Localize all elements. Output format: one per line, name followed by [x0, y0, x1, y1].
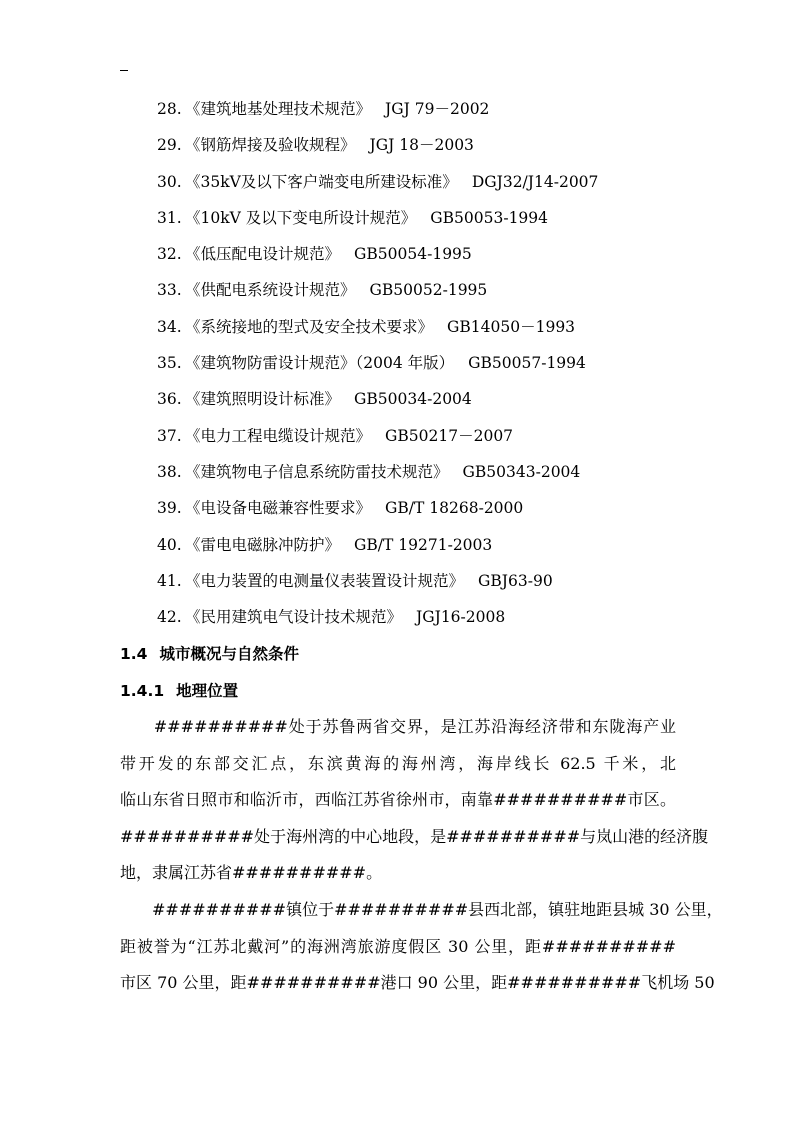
- reference-item: [157, 239, 598, 275]
- corner-mark: [120, 70, 128, 71]
- reference-list: [157, 94, 598, 638]
- reference-code: GBJ63-90: [478, 571, 553, 590]
- reference-code: GB50217－2007: [385, 426, 514, 445]
- reference-code: GB50343-2004: [462, 462, 581, 481]
- paragraph-line: ##########处于海州湾的中心地段，是##########与岚山港的经济腹: [120, 826, 709, 846]
- subsection-heading: [120, 679, 238, 701]
- reference-item: [157, 94, 598, 130]
- paragraph-line: ##########处于苏鲁两省交界，是江苏沿海经济带和东陇海产业: [120, 717, 676, 736]
- reference-code: JGJ16-2008: [416, 608, 506, 627]
- reference-item: [157, 348, 598, 384]
- reference-number: 32.: [157, 245, 182, 264]
- reference-code: GB14050－1993: [447, 317, 576, 336]
- paragraph-line: 距被誉为“江苏北戴河”的海洲湾旅游度假区 30 公里，距##########: [120, 936, 676, 956]
- reference-title: 《系统接地的型式及安全技术要求》: [185, 317, 434, 336]
- reference-code: GB50054-1995: [354, 245, 472, 264]
- reference-title: 《钢筋焊接及验收规程》: [185, 136, 356, 155]
- paragraph-line: ##########镇位于##########县西北部，镇驻地距县城 30 公里，: [120, 900, 723, 919]
- reference-title: 《10kV 及以下变电所设计规范》: [185, 208, 417, 227]
- reference-title: 《电力装置的电测量仪表装置设计规范》: [185, 571, 465, 590]
- reference-number: 39.: [157, 499, 182, 518]
- paragraph-line: 临山东省日照市和临沂市，西临江苏省徐州市，南靠##########市区。: [120, 790, 676, 809]
- section-number: 1.4: [120, 645, 148, 663]
- reference-item: [157, 566, 598, 602]
- reference-code: JGJ 79－2002: [385, 100, 490, 118]
- paragraph-location: [120, 709, 709, 892]
- subsection-title: 地理位置: [176, 682, 239, 700]
- reference-title: 《供配电系统设计规范》: [185, 281, 356, 300]
- paragraph-line: 地，隶属江苏省##########。: [120, 863, 383, 882]
- reference-title: 《民用建筑电气设计技术规范》: [185, 608, 403, 627]
- reference-code: GB50034-2004: [354, 390, 472, 409]
- reference-title: 《电设备电磁兼容性要求》: [185, 499, 372, 518]
- section-heading: [120, 642, 299, 664]
- reference-title: 《建筑地基处理技术规范》: [185, 100, 372, 118]
- reference-number: 36.: [157, 390, 182, 409]
- reference-code: GB50057-1994: [468, 354, 586, 373]
- reference-number: 40.: [157, 535, 182, 554]
- reference-number: 31.: [157, 208, 182, 227]
- reference-title: 《建筑照明设计标准》: [185, 390, 341, 409]
- reference-item: [157, 203, 598, 239]
- reference-number: 37.: [157, 426, 182, 445]
- reference-number: 34.: [157, 317, 182, 336]
- reference-code: GB50052-1995: [369, 281, 488, 300]
- reference-item: [157, 602, 598, 638]
- paragraph-line: 带开发的东部交汇点，东滨黄海的海州湾，海岸线长 62.5 千米，北: [120, 753, 676, 773]
- reference-code: GB50053-1994: [430, 208, 549, 227]
- paragraph-town: [120, 892, 723, 1002]
- reference-title: 《建筑物电子信息系统防雷技术规范》: [185, 462, 449, 481]
- reference-item: [157, 493, 598, 529]
- reference-title: 《低压配电设计规范》: [185, 245, 341, 264]
- reference-item: [157, 275, 598, 311]
- subsection-number: 1.4.1: [120, 682, 165, 700]
- reference-number: 30.: [157, 172, 182, 191]
- reference-item: [157, 130, 598, 166]
- reference-title: 《建筑物防雷设计规范》（2004 年版）: [185, 354, 455, 373]
- reference-number: 41.: [157, 571, 182, 590]
- reference-code: JGJ 18－2003: [369, 136, 474, 155]
- reference-item: [157, 530, 598, 566]
- reference-item: [157, 421, 598, 457]
- reference-title: 《电力工程电缆设计规范》: [185, 426, 372, 445]
- reference-title: 《雷电电磁脉冲防护》: [185, 535, 341, 554]
- reference-code: GB/T 18268-2000: [385, 499, 524, 518]
- reference-code: DGJ32/J14-2007: [471, 172, 599, 191]
- reference-item: [157, 457, 598, 493]
- reference-item: [157, 312, 598, 348]
- section-title: 城市概况与自然条件: [159, 645, 299, 663]
- reference-code: GB/T 19271-2003: [354, 535, 493, 554]
- paragraph-line: 市区 70 公里，距##########港口 90 公里，距##########飞机场 50: [120, 973, 715, 992]
- reference-title: 《35kV及以下客户端变电所建设标准》: [185, 172, 458, 191]
- reference-number: 38.: [157, 462, 182, 481]
- reference-number: 42.: [157, 608, 182, 627]
- reference-number: 35.: [157, 354, 182, 373]
- reference-number: 33.: [157, 281, 182, 300]
- reference-number: 29.: [157, 136, 182, 155]
- reference-item: [157, 384, 598, 420]
- reference-number: 28.: [157, 100, 182, 118]
- reference-item: [157, 167, 598, 203]
